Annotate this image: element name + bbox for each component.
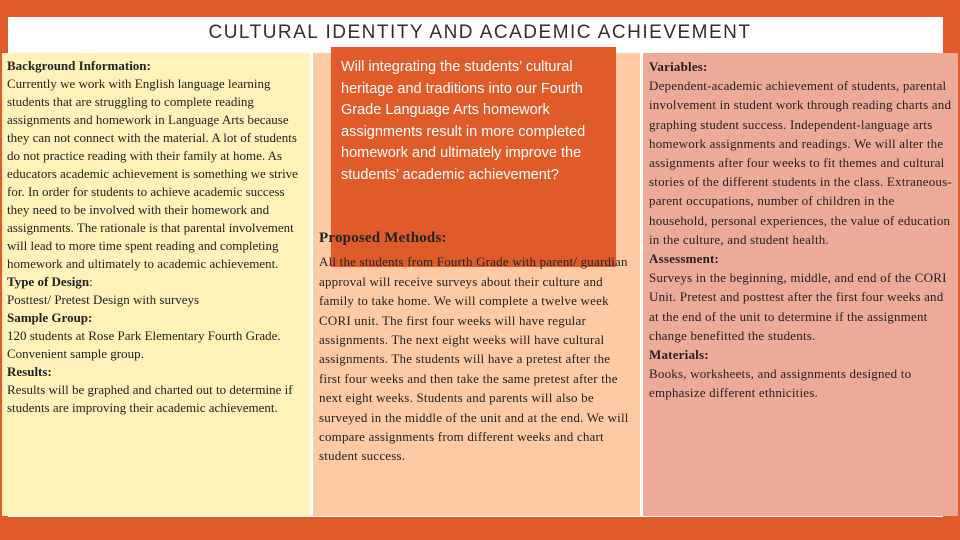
background-text: Currently we work with English language learning students that are struggling to complete reading assignments and homework in Language Arts because they can not connect with the material. A lot of students do not practice reading with their family at home. As educators academic achievement is something we strive for. In order for students to achieve academic success they need to be involved with their homework and assignments. The rationale is that parental involvement will lead to more time spent reading and completing homework and ultimately to academic achievement. xyxy=(7,76,298,271)
materials-text: Books, worksheets, and assignments designed to emphasize different ethnicities. xyxy=(649,366,912,401)
slide-title: CULTURAL IDENTITY AND ACADEMIC ACHIEVEMENT xyxy=(208,22,752,43)
variables-text: Dependent-academic achievement of students, parental involvement in student work through reading charts and graphing student success. Independent-language arts homework assignments and readings. We will alter the assignments after four weeks to fit themes and cultural stories of the different students in the class. Extraneous-parent occupations, number of children in the household, personal experiences, the value of education in the culture, and student health. xyxy=(649,78,952,247)
sample-text: 120 students at Rose Park Elementary Fourth Grade. Convenient sample group. xyxy=(7,328,281,361)
variables-heading: Variables: xyxy=(649,59,708,74)
methods-heading: Proposed Methods: xyxy=(319,230,447,246)
results-heading: Results: xyxy=(7,364,52,379)
middle-panel xyxy=(313,53,640,516)
sample-heading: Sample Group: xyxy=(7,310,93,325)
design-heading: Type of Design xyxy=(7,274,90,289)
materials-heading: Materials: xyxy=(649,347,709,363)
methods-section xyxy=(319,229,635,466)
right-panel xyxy=(643,53,958,516)
results-text: Results will be graphed and charted out to determine if students are improving their academic achievement. xyxy=(7,382,293,415)
background-heading: Background Information: xyxy=(7,58,151,73)
left-panel xyxy=(2,53,310,516)
research-question: Will integrating the students’ cultural heritage and traditions into our Fourth Grade Language Arts homework assignments result in more completed homework and ultimately improve the students’ academic achievement? xyxy=(341,59,586,183)
design-colon: : xyxy=(89,274,93,289)
assessment-text: Surveys in the beginning, middle, and end of the CORI Unit. Pretest and posttest after the first four weeks and at the end of the unit to determine if the assignment change benefitted the students. xyxy=(649,270,947,343)
design-text: Posttest/ Pretest Design with surveys xyxy=(7,292,200,307)
assessment-heading: Assessment: xyxy=(649,251,720,267)
methods-text: All the students from Fourth Grade with parent/ guardian approval will receive surveys about their culture and family to take home. We will complete a twelve week CORI unit. The first four weeks will have regular assignments. The next eight weeks will have cultural assignments. The students will have a pretest after the first four weeks and then take the same pretest after the next eight weeks. Students and parents will also be surveyed in the middle of the unit and at the end. We will compare assignments from different weeks and chart student success. xyxy=(319,254,629,464)
